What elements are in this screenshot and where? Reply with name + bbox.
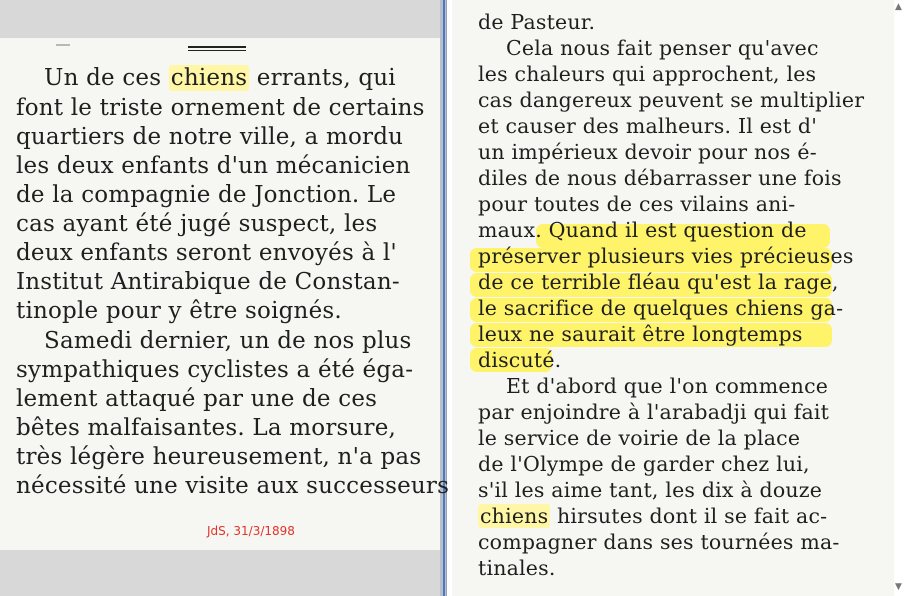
article-line: lement attaqué par une de ces bbox=[16, 386, 378, 412]
highlight-chiens: chiens bbox=[170, 65, 248, 91]
highlighted-line: discuté. bbox=[478, 348, 562, 372]
article-line: le service de voirie de la place bbox=[478, 426, 801, 450]
highlighted-line: préserver plusieurs vies précieuses bbox=[478, 244, 854, 268]
highlighted-line: le sacrifice de quelques chiens ga- bbox=[478, 296, 844, 320]
article-line: diles de nous débarrasser une fois bbox=[478, 166, 842, 190]
article-line: de l'Olympe de garder chez lui, bbox=[478, 452, 810, 476]
highlight-chiens: chiens bbox=[480, 504, 549, 528]
article-line: compagner dans ses tournées ma- bbox=[478, 530, 840, 554]
right-article-scan bbox=[452, 0, 894, 596]
article-line: s'il les aime tant, les dix à douze bbox=[478, 478, 823, 502]
article-line: les deux enfants d'un mécanicien bbox=[16, 153, 411, 179]
source-caption: JdS, 31/3/1898 bbox=[207, 524, 295, 538]
article-line: sympathiques cyclistes a été éga- bbox=[16, 357, 414, 383]
article-line: deux enfants seront envoyés à l' bbox=[16, 240, 397, 266]
article-line: par enjoindre à l'arabadji qui fait bbox=[478, 400, 830, 424]
article-line: Institut Antirabique de Constan- bbox=[16, 269, 400, 295]
article-line: cas dangereux peuvent se multiplier bbox=[478, 88, 865, 112]
highlighted-line: de ce terrible fléau qu'est la rage, bbox=[478, 270, 839, 294]
highlighted-line: leux ne saurait être longtemps bbox=[478, 322, 803, 346]
article-line: tinople pour y être soignés. bbox=[16, 298, 342, 324]
article-line: pour toutes de ces vilains ani- bbox=[478, 192, 796, 216]
article-line: de Pasteur. bbox=[478, 10, 596, 34]
scroll-up-icon[interactable]: ▲ bbox=[895, 2, 902, 12]
article-line: font le triste ornement de certains bbox=[16, 95, 425, 121]
article-line: les chaleurs qui approchent, les bbox=[478, 62, 817, 86]
article-line: un impérieux devoir pour nos é- bbox=[478, 140, 817, 164]
article-line: et causer des malheurs. Il est d' bbox=[478, 114, 818, 138]
article-line: nécessité une visite aux successeurs bbox=[16, 473, 450, 499]
article-line: tinales. bbox=[478, 556, 556, 580]
scan-speck bbox=[56, 44, 70, 46]
left-article-scan bbox=[0, 38, 450, 550]
article-line: très légère heureusement, n'a pas bbox=[16, 444, 422, 470]
article-line: cas ayant été jugé suspect, les bbox=[16, 211, 378, 237]
article-line: Et d'abord que l'on commence bbox=[506, 374, 829, 398]
article-line: bêtes malfaisantes. La morsure, bbox=[16, 415, 397, 441]
article-line: chiens hirsutes dont il se fait ac- bbox=[480, 504, 828, 528]
article-line: Un de ces chiens errants, qui bbox=[44, 65, 396, 91]
article-line: Cela nous fait penser qu'avec bbox=[506, 36, 819, 60]
highlighted-passage-start: Quand il est question de bbox=[548, 218, 807, 242]
pane-divider-accent bbox=[443, 0, 445, 596]
article-line: maux. Quand il est question de bbox=[478, 218, 807, 242]
scroll-down-icon[interactable]: ▼ bbox=[895, 582, 902, 592]
article-line: quartiers de notre ville, a mordu bbox=[16, 124, 404, 150]
section-rule bbox=[188, 46, 246, 48]
article-line: de la compagnie de Jonction. Le bbox=[16, 182, 397, 208]
article-line: Samedi dernier, un de nos plus bbox=[44, 328, 412, 354]
